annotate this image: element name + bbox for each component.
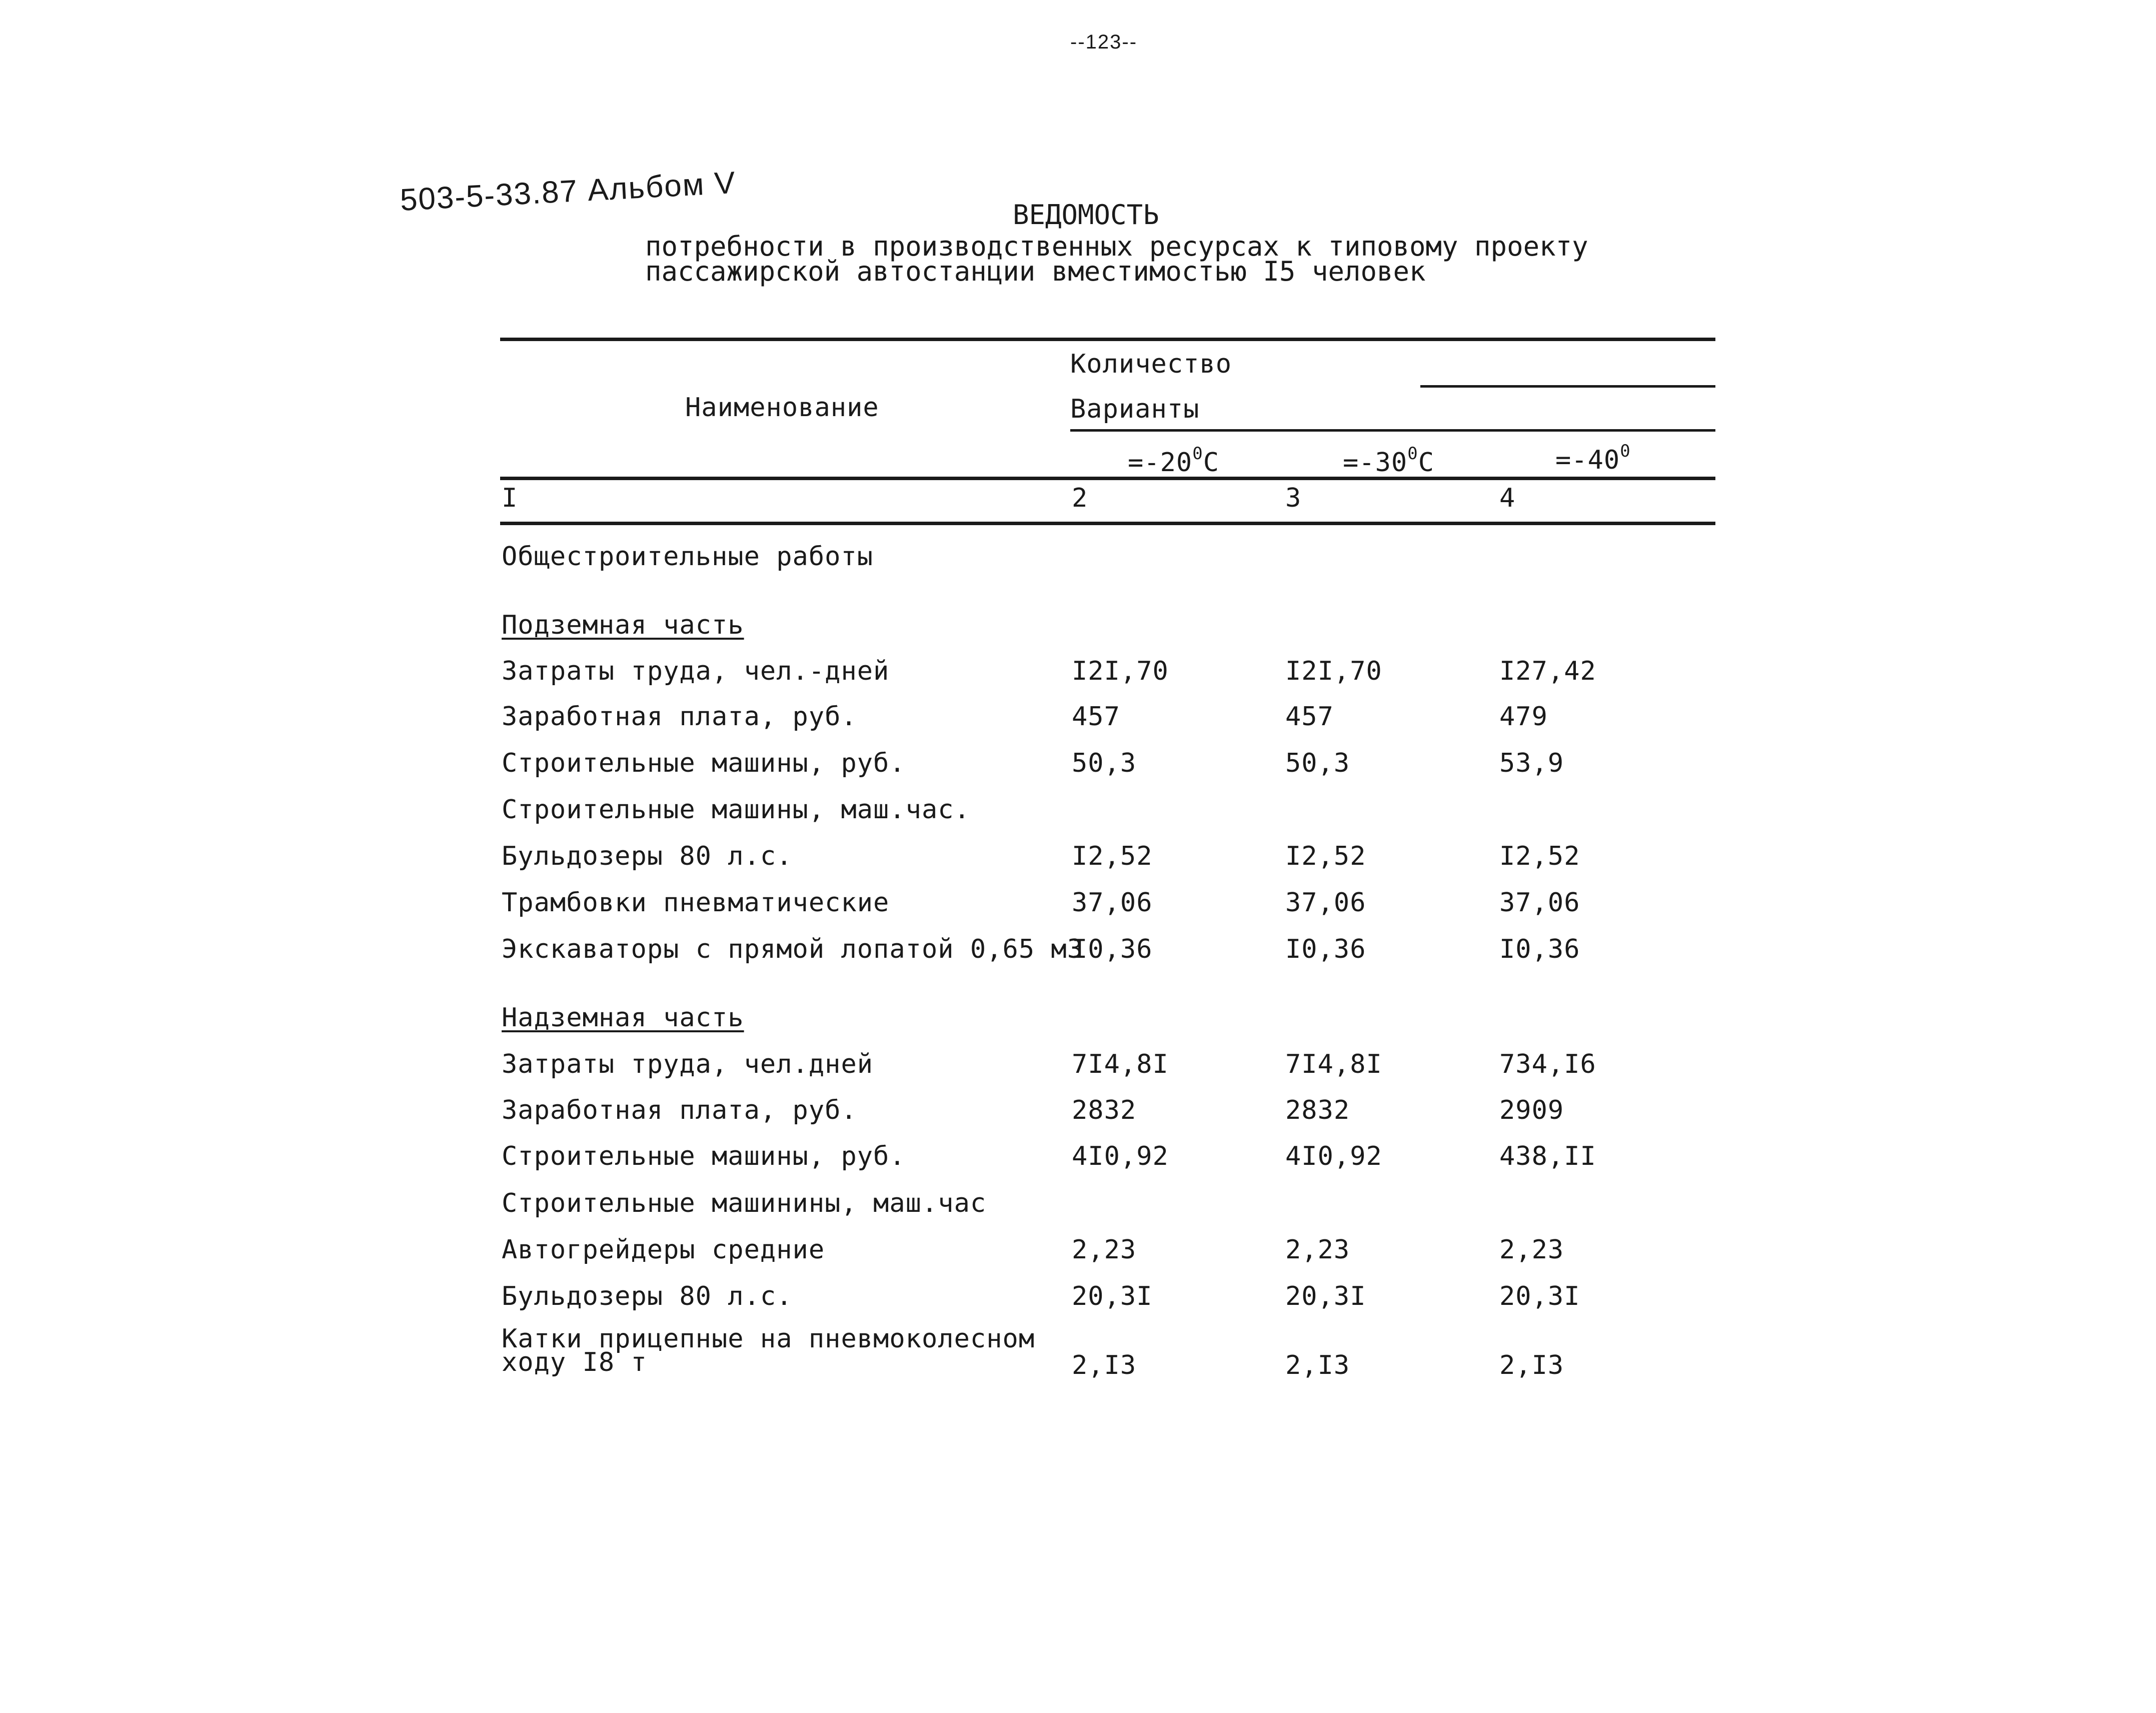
table-cell-value: 438,II (1499, 1141, 1596, 1171)
table-row-name: Строительные машины, руб. (502, 748, 906, 778)
section-underground-title: Подземная часть (502, 610, 744, 640)
table-row-name-line-2: ходу I8 т (502, 1347, 647, 1377)
table-row-name: Автогрейдеры средние (502, 1235, 825, 1265)
table-row-name: Строительные машины, руб. (502, 1141, 906, 1171)
table-cell-value: 2909 (1499, 1095, 1564, 1125)
column-numbers-rule (500, 522, 1715, 525)
document-title: ВЕДОМОСТЬ (1013, 199, 1159, 231)
table-row-name: Экскаваторы с прямой лопатой 0,65 м3 (502, 934, 1084, 964)
table-row-name: Заработная плата, руб. (502, 702, 857, 732)
table-top-rule (500, 338, 1715, 341)
table-cell-value: 2832 (1072, 1095, 1137, 1125)
table-cell-value: 53,9 (1499, 748, 1564, 778)
document-subtitle-line-2: пассажирской автостанции вместимостью I5 человек (645, 256, 1426, 287)
variant-label-2: $=-30^0C$ (1343, 444, 1435, 478)
table-row-name-line-1: Катки прицепные на пневмоколесном (502, 1324, 1035, 1354)
table-row-name: Затраты труда, чел.дней (502, 1049, 874, 1079)
table-cell-value: 7I4,8I (1072, 1049, 1169, 1079)
table-cell-value: 2832 (1285, 1095, 1350, 1125)
album-note: 503-5-33.87 Альбом V (399, 165, 737, 218)
table-cell-value: 37,06 (1499, 888, 1580, 918)
column-number-4: 4 (1499, 483, 1516, 513)
table-cell-value: 2,23 (1499, 1235, 1564, 1265)
table-cell-value: 2,I3 (1072, 1350, 1137, 1380)
table-cell-value: 50,3 (1285, 748, 1350, 778)
table-row-name: Бульдозеры 80 л.с. (502, 1281, 793, 1311)
table-cell-value: I0,36 (1285, 934, 1366, 964)
header-bottom-rule (500, 477, 1715, 480)
table-cell-value: 2,I3 (1285, 1350, 1350, 1380)
table-cell-value: 20,3I (1499, 1281, 1580, 1311)
table-cell-value: 20,3I (1285, 1281, 1366, 1311)
quantity-rule (1420, 385, 1715, 388)
section-general-works: Общестроительные работы (502, 542, 874, 572)
page-number: --123-- (1070, 31, 1138, 53)
table-cell-value: 4I0,92 (1285, 1141, 1382, 1171)
table-cell-value: 457 (1072, 702, 1120, 732)
table-cell-value: 734,I6 (1499, 1049, 1596, 1079)
column-number-1: I (502, 483, 518, 513)
table-cell-value: 479 (1499, 702, 1548, 732)
section-aboveground-title: Надземная часть (502, 1003, 744, 1033)
variant-label-1: $=-20^0C$ (1128, 444, 1220, 478)
table-cell-value: 4I0,92 (1072, 1141, 1169, 1171)
table-cell-value: I2I,70 (1072, 656, 1169, 686)
table-row-name: Заработная плата, руб. (502, 1095, 857, 1125)
document-subtitle-line-1: потребности в производственных ресурсах к типовому проекту (645, 231, 1588, 262)
table-cell-value: I0,36 (1499, 934, 1580, 964)
table-cell-value: I2,52 (1499, 841, 1580, 871)
column-number-2: 2 (1072, 483, 1088, 513)
variant-label-3: $=-40^0$ (1555, 441, 1631, 475)
table-cell-value: 20,3I (1072, 1281, 1153, 1311)
table-cell-value: 2,23 (1072, 1235, 1137, 1265)
table-cell-value: 2,23 (1285, 1235, 1350, 1265)
table-cell-value: 50,3 (1072, 748, 1137, 778)
table-cell-value: I2,52 (1285, 841, 1366, 871)
table-cell-value: I2I,70 (1285, 656, 1382, 686)
table-cell-value: 7I4,8I (1285, 1049, 1382, 1079)
table-cell-value: 457 (1285, 702, 1334, 732)
column-number-3: 3 (1285, 483, 1302, 513)
table-cell-value: 2,I3 (1499, 1350, 1564, 1380)
table-row-name: Строительные машины, маш.час. (502, 795, 970, 825)
table-cell-value: I27,42 (1499, 656, 1596, 686)
table-cell-value: 37,06 (1072, 888, 1153, 918)
table-cell-value: I2,52 (1072, 841, 1153, 871)
variants-rule (1070, 429, 1715, 432)
table-row-name: Затраты труда, чел.-дней (502, 656, 890, 686)
table-row-name: Строительные машинины, маш.час (502, 1188, 987, 1218)
header-name: Наименование (685, 393, 879, 423)
table-row-name: Бульдозеры 80 л.с. (502, 841, 793, 871)
table-cell-value: I0,36 (1072, 934, 1153, 964)
table-row-name: Трамбовки пневматические (502, 888, 890, 918)
header-quantity: Количество (1070, 349, 1232, 379)
table-cell-value: 37,06 (1285, 888, 1366, 918)
header-variants: Варианты (1070, 394, 1200, 424)
